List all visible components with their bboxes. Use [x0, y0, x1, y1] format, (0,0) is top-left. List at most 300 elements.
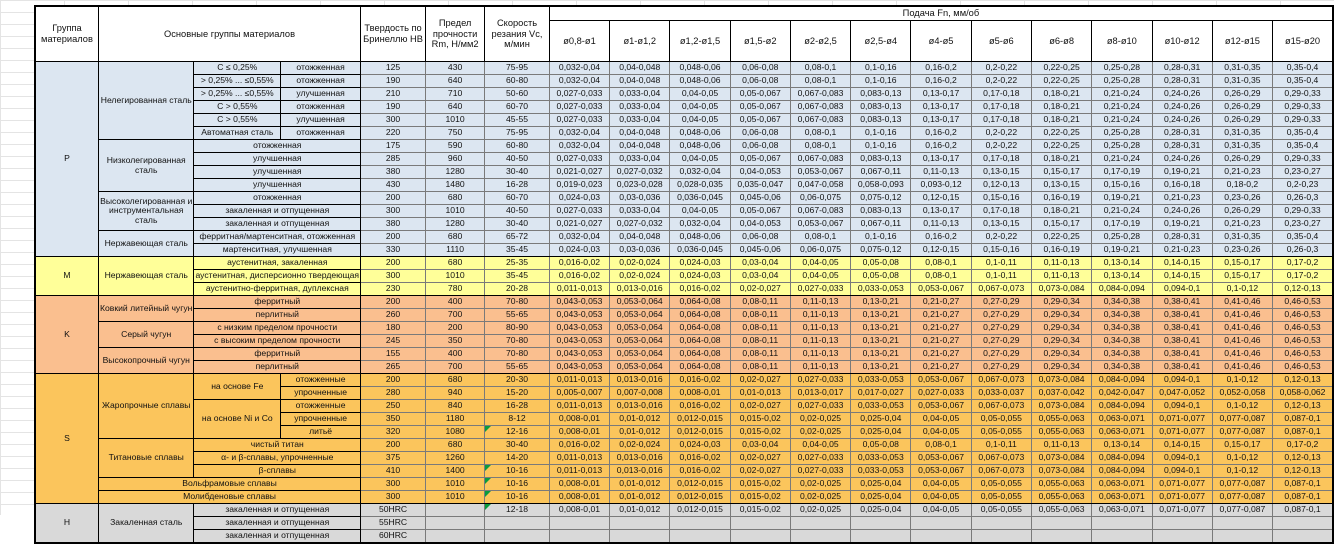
hardness-cell[interactable]: 300 — [361, 478, 426, 491]
feed-cell[interactable]: 0,094-0,1 — [1152, 283, 1212, 296]
feed-cell[interactable]: 0,23-0,26 — [1212, 244, 1272, 257]
feed-cell[interactable]: 0,071-0,077 — [1152, 413, 1212, 426]
feed-cell[interactable]: 0,02-0,025 — [790, 478, 850, 491]
feed-cell[interactable]: 0,31-0,35 — [1212, 75, 1272, 88]
feed-cell[interactable]: 0,027-0,032 — [610, 166, 670, 179]
feed-cell[interactable]: 0,12-0,13 — [1273, 283, 1333, 296]
feed-cell[interactable]: 0,05-0,08 — [851, 270, 911, 283]
feed-cell[interactable]: 0,084-0,094 — [1092, 283, 1152, 296]
feed-cell[interactable]: 0,12-0,13 — [1273, 400, 1333, 413]
feed-cell[interactable]: 0,053-0,067 — [911, 400, 971, 413]
feed-cell[interactable]: 0,024-0,03 — [670, 270, 730, 283]
feed-cell[interactable]: 0,024-0,03 — [549, 192, 609, 205]
feed-cell[interactable]: 0,013-0,017 — [790, 387, 850, 400]
strength-cell[interactable]: 680 — [425, 257, 484, 270]
feed-cell[interactable] — [911, 530, 971, 544]
diameter-header[interactable]: ø1-ø1,2 — [610, 21, 670, 62]
feed-cell[interactable]: 0,06-0,08 — [730, 127, 790, 140]
feed-cell[interactable]: 0,11-0,13 — [790, 296, 850, 309]
feed-cell[interactable]: 0,027-0,033 — [549, 101, 609, 114]
feed-cell[interactable]: 0,18-0,2 — [1212, 179, 1272, 192]
header-speed[interactable]: Скорость резания Vc, м/мин — [485, 6, 550, 62]
feed-cell[interactable]: 0,35-0,4 — [1273, 231, 1333, 244]
feed-cell[interactable]: 0,053-0,064 — [610, 361, 670, 374]
strength-cell[interactable]: 400 — [425, 296, 484, 309]
feed-cell[interactable]: 0,012-0,015 — [670, 504, 730, 517]
feed-cell[interactable]: 0,1-0,16 — [851, 75, 911, 88]
group-code-cell[interactable]: S — [35, 374, 98, 504]
feed-cell[interactable]: 0,04-0,048 — [610, 62, 670, 75]
feed-cell[interactable]: 0,29-0,33 — [1273, 88, 1333, 101]
feed-cell[interactable]: 0,46-0,53 — [1273, 296, 1333, 309]
feed-cell[interactable] — [1212, 517, 1272, 530]
feed-cell[interactable]: 0,26-0,29 — [1212, 153, 1272, 166]
strength-cell[interactable]: 680 — [425, 439, 484, 452]
feed-cell[interactable]: 0,11-0,13 — [790, 335, 850, 348]
hardness-cell[interactable]: 300 — [361, 270, 426, 283]
feed-cell[interactable]: 0,04-0,05 — [670, 101, 730, 114]
feed-cell[interactable]: 0,058-0,062 — [1273, 387, 1333, 400]
feed-cell[interactable] — [670, 517, 730, 530]
feed-cell[interactable]: 0,036-0,045 — [670, 244, 730, 257]
feed-cell[interactable]: 0,071-0,077 — [1152, 504, 1212, 517]
feed-cell[interactable]: 0,016-0,02 — [670, 465, 730, 478]
feed-cell[interactable]: 0,21-0,27 — [911, 361, 971, 374]
feed-cell[interactable]: 0,01-0,012 — [610, 504, 670, 517]
feed-cell[interactable] — [971, 530, 1031, 544]
feed-cell[interactable]: 0,084-0,094 — [1092, 465, 1152, 478]
speed-cell[interactable]: 45-55 — [485, 114, 550, 127]
feed-cell[interactable]: 0,17-0,18 — [971, 88, 1031, 101]
strength-cell[interactable]: 1180 — [425, 413, 484, 426]
feed-cell[interactable]: 0,46-0,53 — [1273, 335, 1333, 348]
hardness-cell[interactable]: 55HRC — [361, 517, 426, 530]
diameter-header[interactable]: ø2-ø2,5 — [790, 21, 850, 62]
feed-cell[interactable]: 0,21-0,27 — [911, 322, 971, 335]
material-label-cell[interactable]: Молибденовые сплавы — [98, 491, 360, 504]
feed-cell[interactable]: 0,34-0,38 — [1092, 296, 1152, 309]
feed-cell[interactable]: 0,073-0,084 — [1031, 283, 1091, 296]
feed-cell[interactable]: 0,025-0,04 — [851, 504, 911, 517]
material-label-cell[interactable]: Высоколегированная и инструментальная сталь — [98, 192, 194, 231]
feed-cell[interactable] — [971, 517, 1031, 530]
feed-cell[interactable]: 0,2-0,22 — [971, 75, 1031, 88]
feed-cell[interactable]: 0,21-0,23 — [1152, 192, 1212, 205]
feed-cell[interactable]: 0,071-0,077 — [1152, 478, 1212, 491]
feed-cell[interactable]: 0,38-0,41 — [1152, 361, 1212, 374]
feed-cell[interactable]: 0,08-0,1 — [790, 127, 850, 140]
feed-cell[interactable]: 0,24-0,26 — [1152, 114, 1212, 127]
feed-cell[interactable]: 0,17-0,18 — [971, 114, 1031, 127]
feed-cell[interactable]: 0,077-0,087 — [1212, 426, 1272, 439]
feed-cell[interactable]: 0,04-0,05 — [670, 205, 730, 218]
feed-cell[interactable]: 0,027-0,033 — [549, 205, 609, 218]
feed-cell[interactable] — [670, 530, 730, 544]
feed-cell[interactable]: 0,13-0,21 — [851, 309, 911, 322]
feed-cell[interactable]: 0,043-0,053 — [549, 296, 609, 309]
feed-cell[interactable] — [911, 517, 971, 530]
material-label-cell[interactable]: на основе Fe — [194, 374, 281, 400]
feed-cell[interactable]: 0,03-0,036 — [610, 192, 670, 205]
feed-cell[interactable]: 0,34-0,38 — [1092, 322, 1152, 335]
feed-cell[interactable]: 0,024-0,03 — [670, 439, 730, 452]
feed-cell[interactable]: 0,31-0,35 — [1212, 127, 1272, 140]
feed-cell[interactable]: 0,04-0,05 — [670, 88, 730, 101]
speed-cell[interactable]: 40-50 — [485, 153, 550, 166]
speed-cell[interactable] — [485, 530, 550, 544]
feed-cell[interactable]: 0,08-0,11 — [730, 335, 790, 348]
material-label-cell[interactable]: мартенситная, улучшенная — [194, 244, 361, 257]
feed-cell[interactable]: 0,063-0,071 — [1092, 478, 1152, 491]
feed-cell[interactable]: 0,067-0,073 — [971, 465, 1031, 478]
feed-cell[interactable]: 0,021-0,027 — [549, 166, 609, 179]
feed-cell[interactable]: 0,34-0,38 — [1092, 309, 1152, 322]
feed-cell[interactable]: 0,048-0,06 — [670, 75, 730, 88]
feed-cell[interactable]: 0,21-0,24 — [1092, 114, 1152, 127]
feed-cell[interactable] — [1092, 517, 1152, 530]
material-label-cell[interactable]: Жаропрочные сплавы — [98, 374, 194, 439]
feed-cell[interactable]: 0,047-0,052 — [1152, 387, 1212, 400]
material-label-cell[interactable]: с высоким пределом прочности — [194, 335, 361, 348]
feed-cell[interactable]: 0,027-0,032 — [610, 218, 670, 231]
feed-cell[interactable]: 0,29-0,34 — [1031, 309, 1091, 322]
strength-cell[interactable]: 640 — [425, 75, 484, 88]
group-code-cell[interactable]: H — [35, 504, 98, 544]
feed-cell[interactable]: 0,28-0,31 — [1152, 75, 1212, 88]
feed-cell[interactable] — [1273, 517, 1333, 530]
feed-cell[interactable]: 0,27-0,29 — [971, 361, 1031, 374]
speed-cell[interactable]: 35-45 — [485, 244, 550, 257]
material-label-cell[interactable]: Закаленная сталь — [98, 504, 194, 544]
feed-cell[interactable]: 0,13-0,17 — [911, 88, 971, 101]
feed-cell[interactable]: 0,055-0,063 — [1031, 413, 1091, 426]
feed-cell[interactable]: 0,11-0,13 — [911, 218, 971, 231]
feed-cell[interactable]: 0,028-0,035 — [670, 179, 730, 192]
feed-cell[interactable]: 0,027-0,033 — [911, 387, 971, 400]
material-label-cell[interactable]: Высокопрочный чугун — [98, 348, 194, 374]
feed-cell[interactable]: 0,013-0,016 — [610, 374, 670, 387]
feed-cell[interactable]: 0,04-0,053 — [730, 218, 790, 231]
feed-cell[interactable]: 0,38-0,41 — [1152, 322, 1212, 335]
feed-cell[interactable]: 0,005-0,007 — [549, 387, 609, 400]
feed-cell[interactable]: 0,1-0,11 — [971, 270, 1031, 283]
feed-cell[interactable]: 0,094-0,1 — [1152, 374, 1212, 387]
feed-cell[interactable]: 0,087-0,1 — [1273, 491, 1333, 504]
speed-cell[interactable] — [485, 517, 550, 530]
feed-cell[interactable]: 0,38-0,41 — [1152, 309, 1212, 322]
feed-cell[interactable]: 0,23-0,27 — [1273, 166, 1333, 179]
material-label-cell[interactable]: закаленная и отпущенная — [194, 517, 361, 530]
hardness-cell[interactable]: 300 — [361, 205, 426, 218]
feed-cell[interactable]: 0,02-0,027 — [730, 374, 790, 387]
feed-cell[interactable]: 0,06-0,08 — [730, 140, 790, 153]
feed-cell[interactable]: 0,13-0,17 — [911, 205, 971, 218]
hardness-cell[interactable]: 50HRC — [361, 504, 426, 517]
feed-cell[interactable]: 0,21-0,24 — [1092, 101, 1152, 114]
feed-cell[interactable]: 0,071-0,077 — [1152, 426, 1212, 439]
feed-cell[interactable]: 0,28-0,31 — [1152, 231, 1212, 244]
feed-cell[interactable]: 0,011-0,013 — [549, 465, 609, 478]
feed-cell[interactable]: 0,067-0,073 — [971, 374, 1031, 387]
feed-cell[interactable]: 0,083-0,13 — [851, 205, 911, 218]
speed-cell[interactable]: 12-18 — [485, 504, 550, 517]
feed-cell[interactable] — [1031, 517, 1091, 530]
feed-cell[interactable]: 0,05-0,08 — [851, 257, 911, 270]
feed-cell[interactable]: 0,033-0,04 — [610, 114, 670, 127]
feed-cell[interactable]: 0,34-0,38 — [1092, 361, 1152, 374]
feed-cell[interactable]: 0,025-0,04 — [851, 491, 911, 504]
feed-cell[interactable]: 0,053-0,064 — [610, 335, 670, 348]
feed-cell[interactable]: 0,087-0,1 — [1273, 478, 1333, 491]
feed-cell[interactable] — [730, 517, 790, 530]
feed-cell[interactable]: 0,11-0,13 — [1031, 270, 1091, 283]
feed-cell[interactable]: 0,016-0,02 — [670, 374, 730, 387]
feed-cell[interactable]: 0,18-0,21 — [1031, 88, 1091, 101]
material-label-cell[interactable]: закаленная и отпущенная — [194, 504, 361, 517]
feed-cell[interactable]: 0,22-0,25 — [1031, 75, 1091, 88]
strength-cell[interactable] — [425, 530, 484, 544]
feed-cell[interactable]: 0,033-0,04 — [610, 88, 670, 101]
strength-cell[interactable]: 750 — [425, 127, 484, 140]
feed-cell[interactable]: 0,26-0,3 — [1273, 244, 1333, 257]
feed-cell[interactable]: 0,13-0,17 — [911, 101, 971, 114]
feed-cell[interactable]: 0,2-0,22 — [971, 127, 1031, 140]
feed-cell[interactable]: 0,064-0,08 — [670, 335, 730, 348]
feed-cell[interactable]: 0,28-0,31 — [1152, 140, 1212, 153]
feed-cell[interactable]: 0,17-0,18 — [971, 153, 1031, 166]
feed-cell[interactable]: 0,033-0,053 — [851, 374, 911, 387]
feed-cell[interactable]: 0,2-0,23 — [1273, 179, 1333, 192]
feed-cell[interactable]: 0,084-0,094 — [1092, 400, 1152, 413]
feed-cell[interactable]: 0,1-0,12 — [1212, 452, 1272, 465]
feed-cell[interactable]: 0,17-0,18 — [971, 101, 1031, 114]
feed-cell[interactable]: 0,26-0,29 — [1212, 88, 1272, 101]
feed-cell[interactable]: 0,46-0,53 — [1273, 348, 1333, 361]
feed-cell[interactable]: 0,05-0,08 — [851, 439, 911, 452]
feed-cell[interactable]: 0,042-0,047 — [1092, 387, 1152, 400]
feed-cell[interactable]: 0,01-0,013 — [730, 387, 790, 400]
feed-cell[interactable]: 0,25-0,28 — [1092, 140, 1152, 153]
speed-cell[interactable]: 10-16 — [485, 491, 550, 504]
feed-cell[interactable]: 0,23-0,27 — [1273, 218, 1333, 231]
feed-cell[interactable]: 0,31-0,35 — [1212, 140, 1272, 153]
feed-cell[interactable]: 0,025-0,04 — [851, 478, 911, 491]
feed-cell[interactable]: 0,024-0,03 — [670, 257, 730, 270]
group-code-cell[interactable]: K — [35, 296, 98, 374]
feed-cell[interactable]: 0,011-0,013 — [549, 283, 609, 296]
header-main-groups[interactable]: Основные группы материалов — [98, 6, 360, 62]
feed-cell[interactable]: 0,29-0,34 — [1031, 296, 1091, 309]
feed-cell[interactable]: 0,015-0,02 — [730, 426, 790, 439]
feed-cell[interactable] — [610, 530, 670, 544]
material-label-cell[interactable]: закаленная и отпущенная — [194, 530, 361, 544]
feed-cell[interactable]: 0,24-0,26 — [1152, 88, 1212, 101]
feed-cell[interactable]: 0,1-0,12 — [1212, 465, 1272, 478]
feed-cell[interactable]: 0,24-0,26 — [1152, 153, 1212, 166]
feed-cell[interactable]: 0,05-0,067 — [730, 101, 790, 114]
feed-cell[interactable]: 0,025-0,04 — [851, 426, 911, 439]
feed-cell[interactable]: 0,083-0,13 — [851, 153, 911, 166]
feed-cell[interactable]: 0,027-0,033 — [790, 452, 850, 465]
feed-cell[interactable] — [549, 517, 609, 530]
material-label-cell[interactable]: отожженная — [281, 101, 361, 114]
feed-cell[interactable]: 0,21-0,24 — [1092, 205, 1152, 218]
material-label-cell[interactable]: Автоматная сталь — [194, 127, 281, 140]
feed-cell[interactable]: 0,063-0,071 — [1092, 491, 1152, 504]
feed-cell[interactable]: 0,053-0,064 — [610, 309, 670, 322]
feed-cell[interactable]: 0,16-0,2 — [911, 231, 971, 244]
feed-cell[interactable]: 0,14-0,15 — [1152, 257, 1212, 270]
feed-cell[interactable]: 0,27-0,29 — [971, 335, 1031, 348]
hardness-cell[interactable]: 200 — [361, 439, 426, 452]
feed-cell[interactable]: 0,21-0,27 — [911, 296, 971, 309]
strength-cell[interactable]: 680 — [425, 374, 484, 387]
feed-cell[interactable]: 0,27-0,29 — [971, 309, 1031, 322]
feed-cell[interactable]: 0,41-0,46 — [1212, 309, 1272, 322]
speed-cell[interactable]: 8-12 — [485, 413, 550, 426]
feed-cell[interactable]: 0,052-0,058 — [1212, 387, 1272, 400]
feed-cell[interactable]: 0,027-0,033 — [790, 465, 850, 478]
feed-cell[interactable]: 0,18-0,21 — [1031, 205, 1091, 218]
feed-cell[interactable]: 0,03-0,04 — [730, 257, 790, 270]
feed-cell[interactable]: 0,2-0,22 — [971, 62, 1031, 75]
feed-cell[interactable]: 0,29-0,33 — [1273, 101, 1333, 114]
material-label-cell[interactable]: > 0,25% ... ≤0,55% — [194, 75, 281, 88]
feed-cell[interactable]: 0,073-0,084 — [1031, 374, 1091, 387]
feed-cell[interactable]: 0,21-0,27 — [911, 309, 971, 322]
strength-cell[interactable]: 840 — [425, 400, 484, 413]
feed-cell[interactable]: 0,043-0,053 — [549, 309, 609, 322]
feed-cell[interactable]: 0,015-0,02 — [730, 478, 790, 491]
feed-cell[interactable]: 0,023-0,028 — [610, 179, 670, 192]
feed-cell[interactable]: 0,032-0,04 — [549, 62, 609, 75]
feed-cell[interactable]: 0,043-0,053 — [549, 361, 609, 374]
feed-cell[interactable]: 0,012-0,015 — [670, 478, 730, 491]
speed-cell[interactable]: 50-60 — [485, 88, 550, 101]
feed-cell[interactable]: 0,1-0,12 — [1212, 283, 1272, 296]
feed-cell[interactable]: 0,011-0,013 — [549, 452, 609, 465]
strength-cell[interactable]: 960 — [425, 153, 484, 166]
feed-cell[interactable]: 0,05-0,055 — [971, 504, 1031, 517]
feed-cell[interactable]: 0,25-0,28 — [1092, 75, 1152, 88]
feed-cell[interactable]: 0,04-0,05 — [911, 478, 971, 491]
feed-cell[interactable] — [790, 517, 850, 530]
feed-cell[interactable]: 0,02-0,025 — [790, 504, 850, 517]
feed-cell[interactable]: 0,29-0,34 — [1031, 348, 1091, 361]
strength-cell[interactable]: 200 — [425, 322, 484, 335]
feed-cell[interactable]: 0,011-0,013 — [549, 400, 609, 413]
feed-cell[interactable]: 0,047-0,058 — [790, 179, 850, 192]
feed-cell[interactable]: 0,008-0,01 — [549, 413, 609, 426]
feed-cell[interactable]: 0,075-0,12 — [851, 244, 911, 257]
feed-cell[interactable]: 0,02-0,027 — [730, 452, 790, 465]
speed-cell[interactable]: 20-30 — [485, 374, 550, 387]
feed-cell[interactable]: 0,012-0,015 — [670, 491, 730, 504]
hardness-cell[interactable]: 280 — [361, 387, 426, 400]
feed-cell[interactable]: 0,043-0,053 — [549, 322, 609, 335]
feed-cell[interactable]: 0,075-0,12 — [851, 192, 911, 205]
feed-cell[interactable]: 0,12-0,15 — [911, 244, 971, 257]
material-label-cell[interactable]: упрочненные — [281, 413, 361, 426]
strength-cell[interactable]: 1010 — [425, 270, 484, 283]
feed-cell[interactable]: 0,055-0,063 — [1031, 478, 1091, 491]
feed-cell[interactable]: 0,21-0,23 — [1212, 218, 1272, 231]
strength-cell[interactable]: 710 — [425, 88, 484, 101]
speed-cell[interactable]: 30-40 — [485, 218, 550, 231]
feed-cell[interactable]: 0,067-0,083 — [790, 101, 850, 114]
feed-cell[interactable]: 0,032-0,04 — [670, 166, 730, 179]
feed-cell[interactable]: 0,007-0,008 — [610, 387, 670, 400]
feed-cell[interactable]: 0,033-0,053 — [851, 400, 911, 413]
feed-cell[interactable]: 0,11-0,13 — [790, 361, 850, 374]
strength-cell[interactable]: 1280 — [425, 218, 484, 231]
feed-cell[interactable]: 0,04-0,05 — [670, 153, 730, 166]
feed-cell[interactable]: 0,27-0,29 — [971, 296, 1031, 309]
feed-cell[interactable]: 0,1-0,16 — [851, 127, 911, 140]
material-label-cell[interactable]: закаленная и отпущенная — [194, 218, 361, 231]
feed-cell[interactable]: 0,11-0,13 — [1031, 439, 1091, 452]
feed-cell[interactable]: 0,08-0,1 — [790, 75, 850, 88]
feed-cell[interactable] — [730, 530, 790, 544]
feed-cell[interactable]: 0,015-0,02 — [730, 504, 790, 517]
feed-cell[interactable]: 0,17-0,2 — [1273, 270, 1333, 283]
feed-cell[interactable]: 0,05-0,067 — [730, 205, 790, 218]
feed-cell[interactable]: 0,024-0,03 — [549, 244, 609, 257]
feed-cell[interactable]: 0,064-0,08 — [670, 322, 730, 335]
feed-cell[interactable]: 0,013-0,016 — [610, 400, 670, 413]
feed-cell[interactable]: 0,03-0,04 — [730, 270, 790, 283]
feed-cell[interactable]: 0,16-0,19 — [1031, 192, 1091, 205]
feed-cell[interactable]: 0,053-0,067 — [911, 465, 971, 478]
feed-cell[interactable]: 0,067-0,083 — [790, 205, 850, 218]
feed-cell[interactable]: 0,29-0,33 — [1273, 114, 1333, 127]
feed-cell[interactable]: 0,027-0,033 — [790, 374, 850, 387]
feed-cell[interactable]: 0,063-0,071 — [1092, 413, 1152, 426]
feed-cell[interactable]: 0,073-0,084 — [1031, 400, 1091, 413]
material-label-cell[interactable]: С > 0,55% — [194, 101, 281, 114]
feed-cell[interactable]: 0,008-0,01 — [549, 426, 609, 439]
feed-cell[interactable] — [1092, 530, 1152, 544]
feed-cell[interactable]: 0,027-0,033 — [790, 283, 850, 296]
feed-cell[interactable]: 0,08-0,11 — [730, 348, 790, 361]
feed-cell[interactable]: 0,013-0,016 — [610, 465, 670, 478]
feed-cell[interactable]: 0,04-0,048 — [610, 140, 670, 153]
material-label-cell[interactable]: β-сплавы — [194, 465, 361, 478]
feed-cell[interactable]: 0,008-0,01 — [549, 491, 609, 504]
material-label-cell[interactable]: упрочненные — [281, 387, 361, 400]
feed-cell[interactable]: 0,31-0,35 — [1212, 62, 1272, 75]
feed-cell[interactable]: 0,05-0,055 — [971, 491, 1031, 504]
feed-cell[interactable]: 0,015-0,02 — [730, 413, 790, 426]
material-label-cell[interactable]: > 0,25% ... ≤0,55% — [194, 88, 281, 101]
feed-cell[interactable]: 0,17-0,2 — [1273, 439, 1333, 452]
feed-cell[interactable]: 0,087-0,1 — [1273, 426, 1333, 439]
feed-cell[interactable]: 0,02-0,025 — [790, 491, 850, 504]
hardness-cell[interactable]: 125 — [361, 62, 426, 75]
feed-cell[interactable]: 0,053-0,067 — [911, 283, 971, 296]
feed-cell[interactable]: 0,11-0,13 — [790, 322, 850, 335]
feed-cell[interactable]: 0,17-0,2 — [1273, 257, 1333, 270]
feed-cell[interactable]: 0,033-0,053 — [851, 283, 911, 296]
feed-cell[interactable]: 0,26-0,29 — [1212, 101, 1272, 114]
material-label-cell[interactable]: отожженная — [194, 140, 361, 153]
feed-cell[interactable]: 0,23-0,26 — [1212, 192, 1272, 205]
hardness-cell[interactable]: 190 — [361, 101, 426, 114]
feed-cell[interactable]: 0,27-0,29 — [971, 348, 1031, 361]
feed-cell[interactable]: 0,46-0,53 — [1273, 309, 1333, 322]
strength-cell[interactable]: 780 — [425, 283, 484, 296]
feed-cell[interactable]: 0,05-0,055 — [971, 426, 1031, 439]
